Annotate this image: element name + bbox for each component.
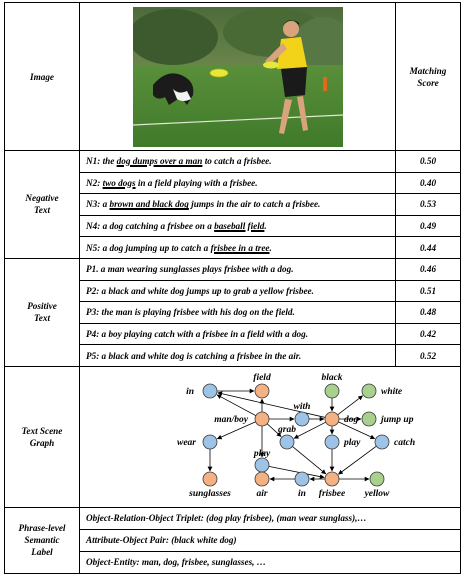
graph-edge-catch-frisbee — [338, 446, 376, 474]
positive-label-line2: Text — [34, 313, 50, 324]
graph-node-in-top — [203, 384, 217, 398]
dog-frisbee-photo — [133, 7, 343, 147]
graph-label-play-left: play — [253, 448, 271, 459]
positive-text-label — [5, 258, 80, 366]
graph-node-frisbee — [325, 472, 339, 486]
graph-label-catch: catch — [394, 437, 416, 448]
graph-node-field — [255, 384, 269, 398]
n2-prefix: N2: — [86, 177, 103, 188]
n4-prefix: N4: a dog catching a frisbee on a — [86, 221, 215, 232]
negative-score-2: 0.40 — [396, 172, 461, 194]
n5-suffix: . — [269, 242, 272, 253]
graph-label-white: white — [381, 386, 403, 397]
scene-graph-label — [5, 366, 80, 507]
graph-label-in-bottom: in — [298, 488, 306, 499]
positive-text-1: P1. a man wearing sunglasses plays frisbee with a dog. — [80, 258, 396, 280]
graph-label-with: with — [293, 401, 311, 412]
graph-node-yellow — [370, 472, 384, 486]
n4-suffix: . — [264, 221, 267, 232]
graph-label-dog: dog — [344, 414, 359, 425]
positive-score-5: 0.52 — [396, 345, 461, 367]
n5-prefix: N5: a dog jumping up to catch a — [86, 242, 211, 253]
semantic-label-line1: Phrase-level — [18, 523, 66, 534]
negative-text-2 — [80, 172, 396, 194]
photo-cell — [80, 3, 396, 151]
positive-row-1 — [5, 258, 461, 280]
positive-score-2: 0.51 — [396, 280, 461, 302]
n3-underlined: brown and black dog — [109, 199, 189, 210]
graph-label-grab: grab — [278, 424, 296, 435]
n2-underlined: two dogs — [102, 177, 136, 188]
image-row — [5, 3, 461, 151]
graph-label-sunglasses: sunglasses — [189, 488, 231, 499]
score-header-line2: Score — [417, 77, 439, 88]
graph-node-wear — [203, 435, 217, 449]
positive-score-1: 0.46 — [396, 258, 461, 280]
graph-label-jump-up: jump up — [381, 414, 414, 425]
negative-score-3: 0.53 — [396, 194, 461, 216]
scene-graph-label-line1: Text Scene — [21, 425, 63, 436]
graph-node-man-boy — [255, 412, 269, 426]
graph-node-dog — [325, 412, 339, 426]
graph-label-in-top: in — [186, 386, 194, 397]
semantic-row-1 — [5, 507, 461, 529]
n4-underlined: baseball field — [214, 221, 265, 232]
score-header — [396, 3, 461, 151]
positive-score-4: 0.42 — [396, 323, 461, 345]
negative-text-1 — [80, 151, 396, 173]
graph-label-air: air — [256, 488, 268, 499]
graph-edge-grab-frisbee — [292, 446, 325, 473]
scene-graph-row — [5, 366, 461, 507]
semantic-triplet: Object-Relation-Object Triplet: (dog play frisbee), (man wear sunglass),… — [80, 507, 461, 529]
image-label: Image — [5, 3, 80, 151]
semantic-entity: Object-Entity: man, dog, frisbee, sunglasses, … — [80, 551, 461, 573]
negative-text-3 — [80, 194, 396, 216]
graph-label-wear: wear — [177, 437, 196, 448]
negative-score-5: 0.44 — [396, 237, 461, 259]
graph-node-play-right — [325, 435, 339, 449]
positive-score-3: 0.48 — [396, 302, 461, 324]
n3-prefix: N3: a — [86, 199, 110, 210]
semantic-label-line3: Label — [31, 547, 53, 558]
scene-graph — [80, 367, 460, 505]
positive-text-5: P5: a black and white dog is catching a frisbee in the air. — [80, 345, 396, 367]
graph-node-black — [325, 384, 339, 398]
n1-underlined: dog dumps over a man — [116, 156, 203, 167]
positive-text-3: P3: the man is playing frisbee with his dog on the field. — [80, 302, 396, 324]
graph-edge-dog-white — [338, 396, 363, 415]
graph-label-play-right: play — [344, 437, 361, 448]
graph-node-sunglasses — [203, 472, 217, 486]
n3-suffix: jumps in the air to catch a frisbee. — [188, 199, 321, 210]
negative-score-4: 0.49 — [396, 215, 461, 237]
graph-edge-man_boy-in_top — [217, 395, 256, 416]
negative-text-label — [5, 151, 80, 259]
n5-underlined: frisbee in a tree — [210, 242, 270, 253]
positive-label-line1: Positive — [27, 301, 57, 312]
graph-node-catch — [375, 435, 389, 449]
negative-label-line1: Negative — [25, 193, 59, 204]
graph-node-play-left — [255, 458, 269, 472]
negative-row-1 — [5, 151, 461, 173]
graph-node-with — [295, 412, 309, 426]
graph-node-air — [255, 472, 269, 486]
score-header-line1: Matching — [409, 65, 447, 76]
semantic-label — [5, 507, 80, 573]
n1-prefix: N1: the — [86, 156, 117, 167]
n1-suffix: to catch a frisbee. — [202, 156, 272, 167]
negative-score-1: 0.50 — [396, 151, 461, 173]
negative-label-line2: Text — [34, 205, 50, 216]
graph-node-grab — [280, 435, 294, 449]
graph-label-field: field — [253, 372, 271, 383]
scene-graph-cell — [80, 366, 461, 507]
positive-text-4: P4: a boy playing catch with a frisbee in a field with a dog. — [80, 323, 396, 345]
graph-node-in-bottom — [295, 472, 309, 486]
comparison-table — [4, 2, 461, 574]
negative-text-4 — [80, 215, 396, 237]
graph-label-man-boy: man/boy — [214, 414, 248, 425]
scene-graph-label-line2: Graph — [29, 437, 55, 448]
graph-label-frisbee: frisbee — [318, 488, 346, 499]
graph-label-yellow: yellow — [364, 488, 390, 499]
positive-text-2: P2: a black and white dog jumps up to grab a yellow frisbee. — [80, 280, 396, 302]
graph-label-black: black — [321, 372, 343, 383]
negative-text-5 — [80, 237, 396, 259]
semantic-label-line2: Semantic — [24, 535, 60, 546]
n2-suffix: in a field playing with a frisbee. — [135, 177, 258, 188]
semantic-pair: Attribute-Object Pair: (black white dog) — [80, 529, 461, 551]
graph-node-jump-up — [362, 412, 376, 426]
graph-node-white — [362, 384, 376, 398]
